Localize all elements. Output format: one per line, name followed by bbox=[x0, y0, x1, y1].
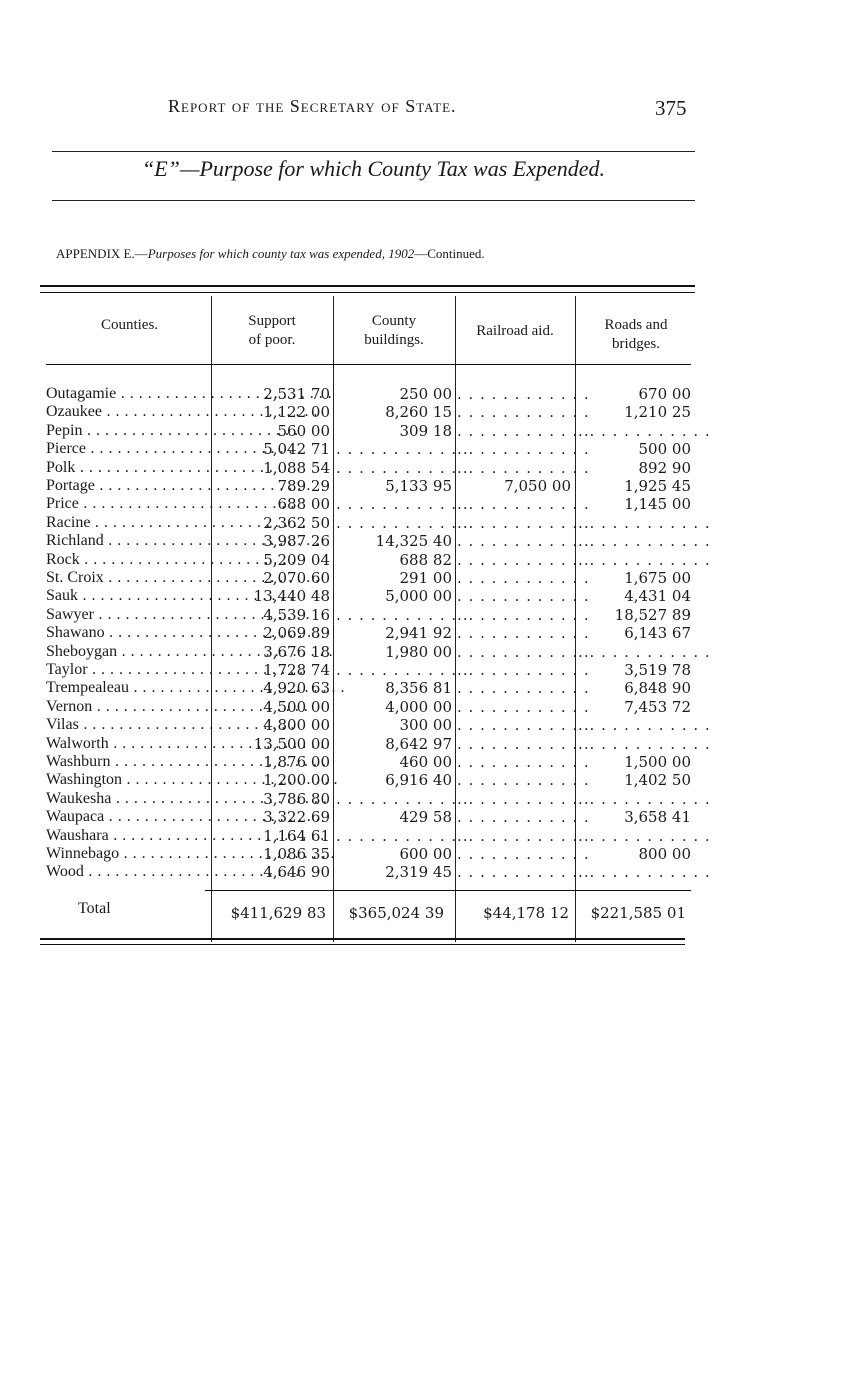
cell-roads-empty: . . . . . . . . . . . . bbox=[578, 716, 711, 735]
cell-buildings: 688 82 bbox=[399, 550, 452, 569]
cell-buildings: 8,260 15 bbox=[385, 403, 452, 422]
table-row bbox=[0, 403, 844, 421]
cell-railroad-empty: . . . . . . . . . . . . bbox=[457, 697, 590, 716]
cell-buildings: 5,000 00 bbox=[385, 587, 452, 606]
county-name: Polk . . . bbox=[46, 459, 210, 477]
column-header-counties: Counties. bbox=[100, 317, 159, 333]
page-number: 375 bbox=[655, 96, 687, 120]
county-name: Richland . . . bbox=[46, 532, 210, 550]
cell-railroad-empty: . . . . . . . . . . . . bbox=[457, 624, 590, 643]
table-row bbox=[0, 863, 844, 881]
county-name: Racine . . . bbox=[46, 514, 210, 532]
cell-buildings: 309 18 bbox=[399, 421, 452, 440]
table-row bbox=[0, 477, 844, 495]
table-row bbox=[0, 422, 844, 440]
cell-support: 4,800 00 bbox=[263, 716, 330, 735]
cell-railroad-empty: . . . . . . . . . . . . bbox=[457, 734, 590, 753]
cell-support: 2,531 70 bbox=[263, 385, 330, 403]
county-name: Washington . . . bbox=[46, 771, 210, 789]
cell-railroad-empty: . . . . . . . . . . . . bbox=[457, 753, 590, 771]
cell-roads-empty: . . . . . . . . . . . . bbox=[578, 421, 711, 440]
cell-buildings-empty: . . . . . . . . . . . . bbox=[336, 605, 469, 624]
cell-support: 4,500 00 bbox=[263, 697, 330, 716]
cell-support: 1,728 74 bbox=[263, 661, 330, 679]
caption-suffix: —Continued. bbox=[414, 246, 485, 261]
cell-buildings-empty: . . . . . . . . . . . . bbox=[336, 513, 469, 532]
table-row bbox=[0, 827, 844, 845]
cell-support: 3,786 80 bbox=[263, 789, 330, 808]
table-row bbox=[0, 459, 844, 477]
cell-roads: 1,402 50 bbox=[624, 771, 691, 790]
county-name: Sheboygan . . . bbox=[46, 643, 210, 661]
cell-railroad-empty: . . . . . . . . . . . . bbox=[457, 421, 590, 440]
total-buildings: $365,024 39 bbox=[348, 904, 444, 922]
caption-italic: Purposes for which county tax was expended, 1902 bbox=[147, 246, 415, 261]
county-name: Ozaukee . . . bbox=[46, 403, 210, 421]
cell-support: 1,122 00 bbox=[263, 403, 330, 422]
column-header-railroad: Railroad aid. bbox=[476, 323, 554, 339]
cell-roads: 3,658 41 bbox=[624, 808, 691, 827]
cell-railroad-empty: . . . . . . . . . . . . bbox=[457, 513, 590, 532]
running-header-title: Report of the Secretary of State. bbox=[168, 96, 457, 116]
table-top-rule-inner bbox=[40, 292, 695, 293]
table-row bbox=[0, 808, 844, 826]
county-name: Price . . . bbox=[46, 495, 210, 513]
county-name: Sauk . . . bbox=[46, 587, 210, 605]
cell-railroad-empty: . . . . . . . . . . . . bbox=[457, 808, 590, 827]
county-name: Vilas . . . bbox=[46, 716, 210, 734]
table-row bbox=[0, 790, 844, 808]
table-row bbox=[0, 735, 844, 753]
cell-buildings: 4,000 00 bbox=[385, 697, 452, 716]
table-row bbox=[0, 495, 844, 513]
cell-buildings: 14,325 40 bbox=[375, 532, 452, 551]
cell-support: 5,042 71 bbox=[263, 440, 330, 459]
column-header-roads: Roads and bridges. bbox=[604, 317, 668, 352]
table-top-rule bbox=[40, 285, 695, 287]
cell-support: 2,069 89 bbox=[263, 624, 330, 643]
table-row bbox=[0, 643, 844, 661]
cell-buildings: 1,980 00 bbox=[385, 642, 452, 661]
total-support: $411,629 83 bbox=[230, 904, 326, 922]
cell-buildings: 291 00 bbox=[399, 569, 452, 587]
cell-roads: 1,145 00 bbox=[624, 495, 691, 514]
cell-support: 1,200 00 bbox=[263, 771, 330, 790]
county-name: Pepin . . . bbox=[46, 422, 210, 440]
cell-buildings: 429 58 bbox=[399, 808, 452, 827]
cell-roads-empty: . . . . . . . . . . . . bbox=[578, 826, 711, 845]
cell-support: 13,500 00 bbox=[253, 734, 330, 753]
table-row bbox=[0, 532, 844, 550]
cell-support: 13,440 48 bbox=[253, 587, 330, 606]
cell-roads-empty: . . . . . . . . . . . . bbox=[578, 532, 711, 551]
cell-railroad-empty: . . . . . . . . . . . . bbox=[457, 789, 590, 808]
table-row bbox=[0, 845, 844, 863]
cell-buildings: 460 00 bbox=[399, 753, 452, 771]
table-row bbox=[0, 551, 844, 569]
county-name: Waukesha . . . bbox=[46, 790, 210, 808]
cell-support: 5,209 04 bbox=[263, 550, 330, 569]
table-row bbox=[0, 661, 844, 679]
cell-roads: 1,500 00 bbox=[624, 753, 691, 771]
cell-roads: 18,527 89 bbox=[614, 605, 691, 624]
cell-roads-empty: . . . . . . . . . . . . bbox=[578, 863, 711, 882]
cell-roads: 3,519 78 bbox=[624, 661, 691, 679]
cell-roads-empty: . . . . . . . . . . . . bbox=[578, 513, 711, 532]
total-label: Total bbox=[78, 900, 111, 917]
cell-railroad-empty: . . . . . . . . . . . . bbox=[457, 440, 590, 459]
cell-roads: 800 00 bbox=[638, 845, 691, 863]
table-bottom-rule-inner bbox=[40, 944, 685, 945]
cell-railroad: 7,050 00 bbox=[504, 477, 571, 495]
table-row bbox=[0, 385, 844, 403]
cell-buildings: 250 00 bbox=[399, 385, 452, 403]
cell-railroad-empty: . . . . . . . . . . . . bbox=[457, 716, 590, 735]
cell-support: 4,646 90 bbox=[263, 863, 330, 882]
table-bottom-rule bbox=[40, 938, 685, 940]
cell-support: 3,322 69 bbox=[263, 808, 330, 827]
cell-buildings: 2,941 92 bbox=[385, 624, 452, 643]
table-row bbox=[0, 698, 844, 716]
cell-roads: 4,431 04 bbox=[624, 587, 691, 606]
cell-roads-empty: . . . . . . . . . . . . bbox=[578, 550, 711, 569]
cell-railroad-empty: . . . . . . . . . . . . bbox=[457, 495, 590, 514]
county-name: Vernon . . . bbox=[46, 698, 210, 716]
cell-buildings-empty: . . . . . . . . . . . . bbox=[336, 495, 469, 514]
table-row bbox=[0, 771, 844, 789]
cell-roads: 1,925 45 bbox=[624, 477, 691, 495]
cell-support: 1,164 61 bbox=[263, 826, 330, 845]
county-name: Waushara . . . bbox=[46, 827, 210, 845]
cell-roads: 500 00 bbox=[638, 440, 691, 459]
cell-roads-empty: . . . . . . . . . . . . bbox=[578, 642, 711, 661]
cell-roads: 670 00 bbox=[638, 385, 691, 403]
cell-railroad-empty: . . . . . . . . . . . . bbox=[457, 661, 590, 679]
cell-buildings-empty: . . . . . . . . . . . . bbox=[336, 789, 469, 808]
table-caption bbox=[56, 246, 696, 262]
cell-railroad-empty: . . . . . . . . . . . . bbox=[457, 771, 590, 790]
cell-support: 789 29 bbox=[277, 477, 330, 495]
table-row bbox=[0, 440, 844, 458]
cell-buildings: 300 00 bbox=[399, 716, 452, 735]
cell-support: 688 00 bbox=[277, 495, 330, 514]
cell-roads-empty: . . . . . . . . . . . . bbox=[578, 789, 711, 808]
table-row bbox=[0, 624, 844, 642]
cell-support: 3,676 18 bbox=[263, 642, 330, 661]
cell-buildings-empty: . . . . . . . . . . . . bbox=[336, 826, 469, 845]
table-row bbox=[0, 716, 844, 734]
cell-railroad-empty: . . . . . . . . . . . . bbox=[457, 569, 590, 587]
cell-support: 1,876 00 bbox=[263, 753, 330, 771]
cell-support: 560 00 bbox=[277, 421, 330, 440]
cell-support: 4,539 16 bbox=[263, 605, 330, 624]
divider bbox=[52, 151, 695, 152]
cell-support: 4,920 63 bbox=[263, 679, 330, 698]
cell-buildings: 8,356 81 bbox=[385, 679, 452, 698]
cell-buildings: 8,642 97 bbox=[385, 734, 452, 753]
cell-railroad-empty: . . . . . . . . . . . . bbox=[457, 845, 590, 863]
cell-roads: 1,210 25 bbox=[624, 403, 691, 422]
county-name: Winnebago . . . bbox=[46, 845, 210, 863]
cell-railroad-empty: . . . . . . . . . . . . bbox=[457, 679, 590, 698]
total-roads: $221,585 01 bbox=[590, 904, 686, 922]
total-rule bbox=[205, 890, 691, 891]
county-name: Walworth . . . bbox=[46, 735, 210, 753]
cell-roads-empty: . . . . . . . . . . . . bbox=[578, 734, 711, 753]
county-name: St. Croix . . . bbox=[46, 569, 210, 587]
county-name: Outagamie . . . bbox=[46, 385, 210, 403]
county-name: Washburn . . . bbox=[46, 753, 210, 771]
cell-buildings: 600 00 bbox=[399, 845, 452, 863]
cell-buildings-empty: . . . . . . . . . . . . bbox=[336, 661, 469, 679]
cell-railroad-empty: . . . . . . . . . . . . bbox=[457, 550, 590, 569]
cell-roads: 892 90 bbox=[638, 458, 691, 477]
cell-railroad-empty: . . . . . . . . . . . . bbox=[457, 642, 590, 661]
cell-railroad-empty: . . . . . . . . . . . . bbox=[457, 458, 590, 477]
table-row bbox=[0, 587, 844, 605]
table-row bbox=[0, 606, 844, 624]
cell-support: 1,086 35 bbox=[263, 845, 330, 863]
total-railroad: $44,178 12 bbox=[483, 904, 569, 922]
cell-railroad-empty: . . . . . . . . . . . . bbox=[457, 863, 590, 882]
cell-support: 2,362 50 bbox=[263, 513, 330, 532]
cell-roads: 6,143 67 bbox=[624, 624, 691, 643]
table-row bbox=[0, 514, 844, 532]
cell-railroad-empty: . . . . . . . . . . . . bbox=[457, 403, 590, 422]
county-name: Pierce . . . bbox=[46, 440, 210, 458]
cell-roads: 7,453 72 bbox=[624, 697, 691, 716]
cell-railroad-empty: . . . . . . . . . . . . bbox=[457, 587, 590, 606]
caption-prefix: APPENDIX E.— bbox=[56, 246, 148, 261]
section-title: “E”—Purpose for which County Tax was Expended. bbox=[141, 156, 606, 181]
cell-support: 2,070 60 bbox=[263, 569, 330, 587]
cell-buildings: 6,916 40 bbox=[385, 771, 452, 790]
cell-support: 3,987 26 bbox=[263, 532, 330, 551]
table-row bbox=[0, 679, 844, 697]
cell-buildings-empty: . . . . . . . . . . . . bbox=[336, 458, 469, 477]
county-name: Portage . . . bbox=[46, 477, 210, 495]
county-name: Rock . . . bbox=[46, 551, 210, 569]
county-name: Wood . . . bbox=[46, 863, 210, 881]
table-row bbox=[0, 753, 844, 771]
cell-roads: 1,675 00 bbox=[624, 569, 691, 587]
county-name: Trempealeau . . . bbox=[46, 679, 210, 697]
county-name: Waupaca . . . bbox=[46, 808, 210, 826]
divider bbox=[52, 200, 695, 201]
cell-railroad-empty: . . . . . . . . . . . . bbox=[457, 605, 590, 624]
county-name: Sawyer . . . bbox=[46, 606, 210, 624]
county-name: Shawano . . . bbox=[46, 624, 210, 642]
header-bottom-rule bbox=[46, 364, 691, 365]
column-header-buildings: County buildings. bbox=[364, 313, 424, 348]
cell-railroad-empty: . . . . . . . . . . . . bbox=[457, 532, 590, 551]
cell-buildings: 2,319 45 bbox=[385, 863, 452, 882]
column-header-support: Support of poor. bbox=[248, 313, 296, 348]
county-name: Taylor . . . bbox=[46, 661, 210, 679]
cell-railroad-empty: . . . . . . . . . . . . bbox=[457, 826, 590, 845]
table-row bbox=[0, 569, 844, 587]
cell-roads: 6,848 90 bbox=[624, 679, 691, 698]
cell-railroad-empty: . . . . . . . . . . . . bbox=[457, 385, 590, 403]
cell-buildings: 5,133 95 bbox=[385, 477, 452, 495]
cell-buildings-empty: . . . . . . . . . . . . bbox=[336, 440, 469, 459]
cell-support: 1,088 54 bbox=[263, 458, 330, 477]
